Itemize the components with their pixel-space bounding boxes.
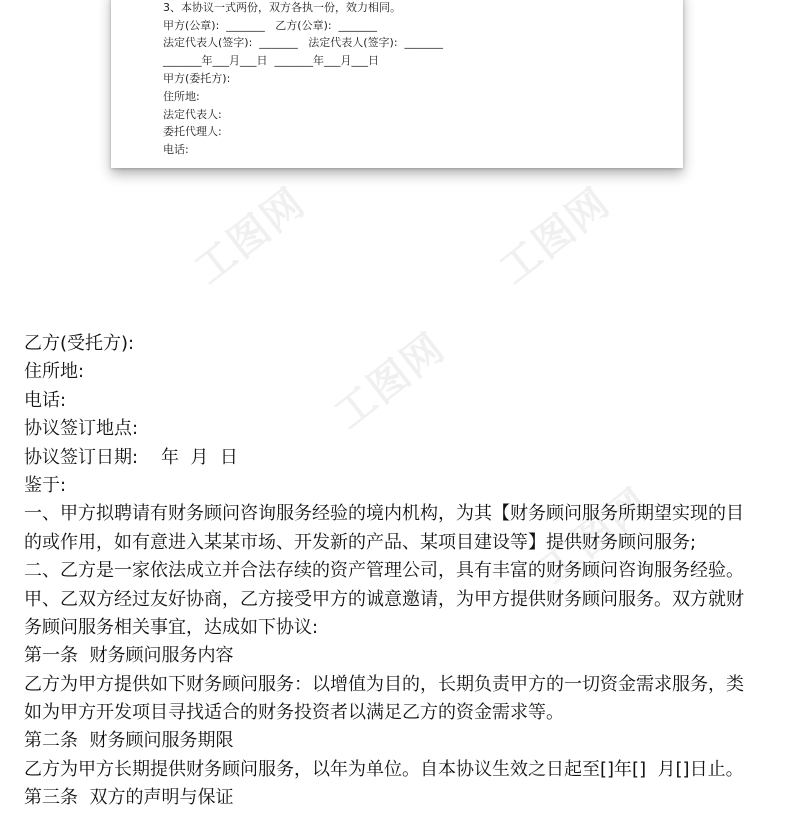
text-line: 甲、乙双方经过友好协商，乙方接受甲方的诚意邀请，为甲方提供财务顾问服务。双方就财 [24,588,744,610]
preview-line: 3、本协议一式两份，双方各执一份，效力相同。 [163,0,401,14]
text-line: 乙方为甲方长期提供财务顾问服务，以年为单位。自本协议生效之日起至[]年[] 月[]日止。 [24,758,744,780]
text-line: 二、乙方是一家依法成立并合法存续的资产管理公司，具有丰富的财务顾问咨询服务经验。 [24,560,744,582]
preview-line: 住所地: [163,89,200,103]
preview-line: 甲方(委托方): [163,71,231,85]
text-line: 鉴于: [24,474,67,496]
document-body [24,330,784,813]
text-line: 的或作用，如有意进入某某市场、开发新的产品、某项目建设等】提供财务顾问服务; [24,531,697,553]
text-line: 电话: [24,389,67,411]
text-line: 乙方为甲方提供如下财务顾问服务：以增值为目的，长期负责甲方的一切资金需求服务，类 [24,673,744,695]
preview-line: 法定代表人(签字): _______ 法定代表人(签字): _______ [163,36,444,50]
text-line: 协议签订地点: [24,418,139,440]
preview-line: 电话: [163,143,189,157]
section-heading: 第一条 财务顾问服务内容 [24,645,234,667]
preview-line: 甲方(公章): _______ 乙方(公章): _______ [163,18,378,32]
watermark: 工图网 [186,179,314,294]
watermark: 工图网 [326,324,454,439]
section-heading: 第三条 双方的声明与保证 [24,787,234,809]
watermark: 工图网 [491,179,619,294]
preview-line: _______年___月___日 _______年___月___日 [163,54,379,68]
section-heading: 第二条 财务顾问服务期限 [24,730,234,752]
preview-text-block [163,0,443,159]
text-line: 一、甲方拟聘请有财务顾问咨询服务经验的境内机构，为其【财务顾问服务所期望实现的目 [24,503,744,525]
document-preview-card [111,0,683,168]
watermark: 工图网 [531,479,659,594]
text-line: 务顾问服务相关事宜，达成如下协议: [24,616,319,638]
text-line: 住所地: [24,361,85,383]
text-line: 协议签订日期: 年 月 日 [24,446,238,468]
preview-line: 法定代表人: [163,107,222,121]
preview-line: 委托代理人: [163,125,222,139]
text-line: 乙方(受托方): [24,333,135,354]
text-line: 如为甲方开发项目寻找适合的财务投资者以满足乙方的资金需求等。 [24,702,564,724]
